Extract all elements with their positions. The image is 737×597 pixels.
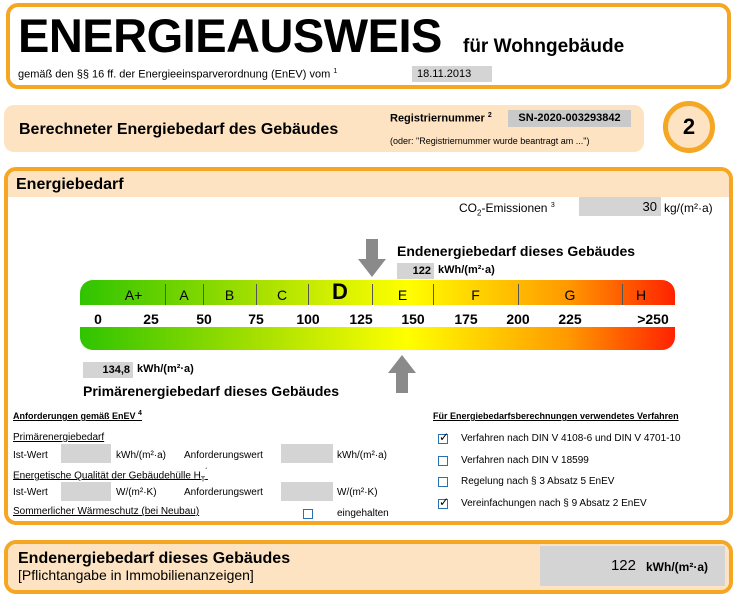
scale-tick-label: >250: [637, 311, 669, 327]
legal-text: [18, 68, 337, 81]
efficiency-class-e: E: [397, 287, 408, 303]
efficiency-class-g: G: [564, 287, 576, 303]
document-subtitle: für Wohngebäude: [463, 36, 625, 57]
class-divider: [165, 284, 166, 305]
quality-anf-unit: W/(m²·K): [337, 487, 378, 498]
issue-date-field[interactable]: 18.11.2013: [412, 66, 492, 82]
class-divider: [256, 284, 257, 305]
class-divider: [433, 284, 434, 305]
co2-label-rest: -Emissionen: [481, 201, 548, 215]
registration-number-field[interactable]: SN-2020-003293842: [508, 110, 631, 127]
page-number-badge: 2: [663, 101, 715, 153]
primary-ist-unit: kWh/(m²·a): [116, 450, 166, 461]
requirements-footnote: 4: [138, 410, 142, 417]
method-checkbox[interactable]: [438, 430, 450, 444]
primary-anf-field[interactable]: [281, 444, 333, 463]
quality-title: [13, 467, 208, 483]
quality-title-sup: ´: [205, 467, 208, 476]
co2-footnote: 3: [550, 202, 555, 209]
methods-title: Für Energiebedarfsberechnungen verwendetes Verfahren: [433, 411, 679, 421]
end-energy-label: Endenergiebedarf dieses Gebäudes: [397, 243, 636, 259]
energy-section-title: Energiebedarf: [16, 176, 124, 193]
primary-energy-value-field[interactable]: 134,8: [83, 362, 133, 378]
primary-anf-label: Anforderungswert: [184, 450, 263, 461]
footer-value-field[interactable]: 122: [540, 546, 641, 586]
end-energy-value-field[interactable]: 122: [397, 263, 434, 279]
registration-label-text: Registriernummer: [390, 112, 485, 125]
scale-tick-label: 75: [248, 311, 264, 327]
method-checkbox[interactable]: [438, 477, 448, 487]
quality-ist-field[interactable]: [61, 482, 111, 501]
primary-energy-arrow-icon: [388, 355, 416, 393]
summer-protection-checkbox[interactable]: [303, 509, 313, 519]
efficiency-class-c: C: [276, 287, 288, 303]
method-label: Regelung nach § 3 Absatz 5 EnEV: [461, 476, 615, 487]
scale-tick-label: 225: [558, 311, 582, 327]
footer-note: [Pflichtangabe in Immobilienanzeigen]: [18, 567, 254, 583]
method-label: Verfahren nach DIN V 4108-6 und DIN V 4701-10: [461, 433, 681, 444]
class-divider: [308, 284, 309, 305]
primary-anf-unit: kWh/(m²·a): [337, 450, 387, 461]
method-label: Verfahren nach DIN V 18599: [461, 455, 589, 466]
scale-tick-label: 0: [94, 311, 102, 327]
scale-tick-label: 150: [401, 311, 425, 327]
co2-value-field[interactable]: 30: [579, 197, 661, 216]
efficiency-class-a: A: [179, 287, 189, 303]
efficiency-class-d: D: [332, 279, 348, 304]
legal-text-main: gemäß den §§ 16 ff. der Energieeinsparverordnung (EnEV) vom: [18, 68, 331, 81]
document-title: ENERGIEAUSWEIS: [18, 9, 442, 62]
method-checkbox[interactable]: [438, 495, 450, 509]
registration-note: (oder: "Registriernummer wurde beantragt am ..."): [390, 136, 590, 146]
co2-unit: kg/(m²·a): [664, 201, 713, 215]
registration-label: [390, 112, 492, 125]
scale-tick-label: 25: [143, 311, 159, 327]
summer-protection-label: Sommerlicher Wärmeschutz (bei Neubau): [13, 506, 200, 517]
footer-unit: kWh/(m²·a): [646, 560, 708, 574]
efficiency-class-f: F: [471, 287, 480, 303]
check-icon: ✓: [439, 495, 450, 509]
co2-label-co: CO: [459, 201, 477, 215]
co2-label: [459, 201, 555, 217]
primary-requirements-title: Primärenergiebedarf: [13, 432, 105, 443]
primary-ist-label: Ist-Wert: [13, 450, 48, 461]
calc-header-title: Berechneter Energiebedarf des Gebäudes: [19, 121, 339, 138]
footer-title: Endenergiebedarf dieses Gebäudes: [18, 550, 291, 567]
class-divider: [622, 284, 623, 305]
quality-ist-unit: W/(m²·K): [116, 487, 157, 498]
end-energy-arrow-icon: [358, 239, 386, 277]
class-divider: [518, 284, 519, 305]
efficiency-class-h: H: [635, 287, 647, 303]
check-icon: ✓: [439, 430, 450, 444]
method-checkbox[interactable]: [438, 456, 448, 466]
co2-label-sub: 2: [477, 208, 482, 218]
scale-tick-label: 125: [349, 311, 373, 327]
end-energy-unit: kWh/(m²·a): [438, 264, 495, 276]
primary-energy-unit: kWh/(m²·a): [137, 363, 194, 375]
requirements-title: [13, 410, 142, 421]
efficiency-class-a-plus: A+: [124, 287, 143, 303]
summer-protection-state: eingehalten: [337, 508, 389, 519]
primary-energy-label: Primärenergiebedarf dieses Gebäudes: [83, 383, 339, 399]
legal-footnote: 1: [333, 68, 338, 75]
quality-anf-label: Anforderungswert: [184, 487, 263, 498]
class-divider: [372, 284, 373, 305]
class-divider: [203, 284, 204, 305]
scale-tick-label: 175: [454, 311, 478, 327]
quality-anf-field[interactable]: [281, 482, 333, 501]
scale-tick-label: 100: [296, 311, 320, 327]
method-label: Vereinfachungen nach § 9 Absatz 2 EnEV: [461, 498, 647, 509]
primary-ist-field[interactable]: [61, 444, 111, 463]
quality-ist-label: Ist-Wert: [13, 487, 48, 498]
quality-title-text: Energetische Qualität der Gebäudehülle H: [13, 470, 201, 482]
requirements-title-text: Anforderungen gemäß EnEV: [13, 411, 136, 421]
quality-title-sub: T: [200, 476, 206, 484]
scale-tick-label: 200: [506, 311, 530, 327]
scale-tick-label: 50: [196, 311, 212, 327]
efficiency-class-b: B: [224, 287, 235, 303]
registration-footnote: 2: [487, 112, 492, 119]
